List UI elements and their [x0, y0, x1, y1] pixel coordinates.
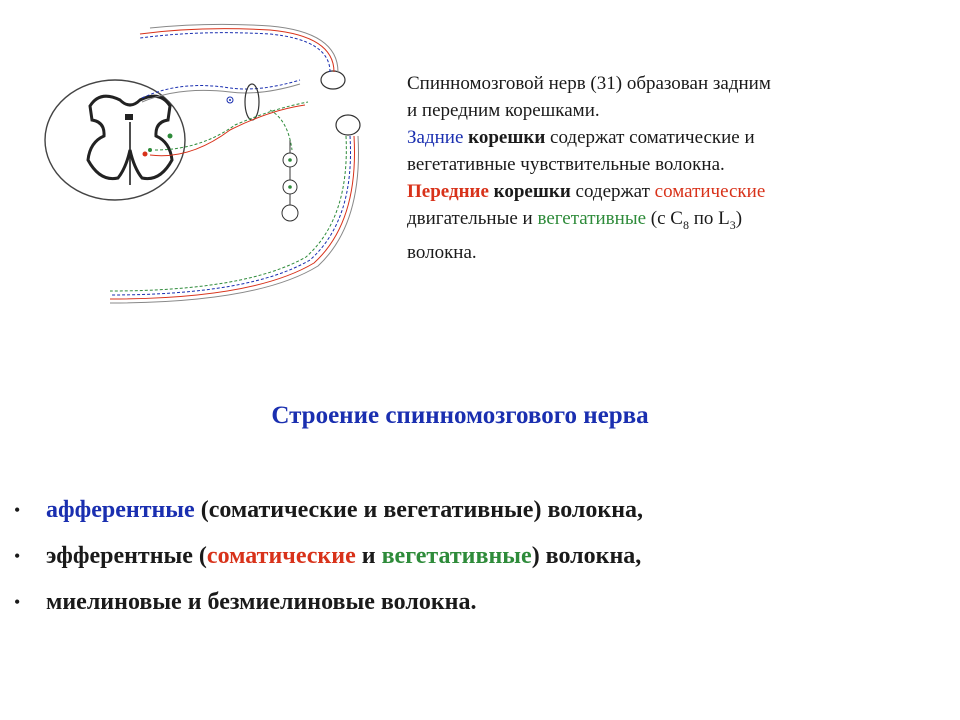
- spinal-ganglion: [245, 84, 259, 120]
- anterior-somatic: соматические: [654, 181, 766, 202]
- dorsal-ramus-blue: [140, 33, 330, 72]
- bullet-list: [14, 490, 934, 628]
- rami-communicantes: [270, 110, 292, 150]
- ganglion-cell-dot: [229, 99, 231, 101]
- description-block: [407, 70, 947, 266]
- bullet-dot: •: [14, 500, 21, 520]
- posterior-roots-word: корешки: [468, 127, 546, 148]
- ventral-ramus-gray: [110, 136, 359, 303]
- posterior-root-fiber-blue: [142, 80, 300, 98]
- anterior-vegetative: вегетативные: [537, 208, 647, 229]
- bullet-afferent: [14, 490, 934, 536]
- posterior-roots-line: [407, 124, 947, 151]
- anterior-roots-line: [407, 178, 947, 205]
- neuron-green-1: [168, 134, 173, 139]
- section-title: Строение спинномозгового нерва: [271, 402, 649, 429]
- dorsal-ramus-red: [140, 29, 334, 72]
- ventral-ramus-blue: [110, 136, 351, 295]
- nerve-trunk-lower: [336, 115, 360, 135]
- afferent-rest: (соматические и вегетативные) волокна,: [200, 497, 644, 523]
- efferent-somatic: соматические: [206, 543, 356, 569]
- anterior-roots-line-2: [407, 205, 947, 239]
- anterior-motor: двигательные и: [407, 208, 533, 229]
- sympathetic-ganglion-1-dot: [288, 158, 292, 162]
- central-canal: [125, 114, 133, 120]
- anterior-roots-word: корешки: [493, 181, 571, 202]
- anterior-contain: содержат: [575, 181, 650, 202]
- efferent-vegetative: вегетативные: [381, 543, 532, 569]
- bullet-dot: •: [14, 592, 21, 612]
- efferent-rest: ) волокна,: [531, 543, 642, 569]
- bullet-myelin: [14, 582, 934, 628]
- efferent-and: и: [361, 543, 376, 569]
- anterior-roots-line-3: волокна.: [407, 241, 477, 263]
- description-line-1: Спинномозговой нерв (31) образован задним: [407, 73, 771, 94]
- nerve-trunk-upper: [321, 71, 345, 89]
- sympathetic-ganglion-3: [282, 205, 298, 221]
- ventral-ramus-red: [110, 136, 355, 299]
- posterior-roots-line-2: вегетативные чувствительные волокна.: [407, 154, 725, 175]
- posterior-rest: содержат соматические и: [550, 127, 755, 148]
- myelin-text: миелиновые и безмиелиновые волокна.: [46, 589, 477, 615]
- bullet-efferent: [14, 536, 934, 582]
- sympathetic-ganglion-2-dot: [288, 185, 292, 189]
- description-line-2: и передним корешками.: [407, 100, 600, 121]
- efferent-word: эфферентные (: [46, 543, 207, 569]
- anterior-range: (с $С_8$ по $L_3$): [650, 208, 743, 232]
- afferent-word: афферентные: [46, 497, 195, 523]
- neuron-red-1: [143, 152, 148, 157]
- spinal-nerve-diagram: [30, 10, 380, 310]
- neuron-green-2: [148, 148, 152, 152]
- posterior-word: Задние: [407, 127, 464, 148]
- anterior-word: Передние: [407, 181, 489, 202]
- ventral-ramus-green: [110, 136, 346, 291]
- dorsal-ramus-gray: [150, 24, 338, 72]
- bullet-dot: •: [14, 546, 21, 566]
